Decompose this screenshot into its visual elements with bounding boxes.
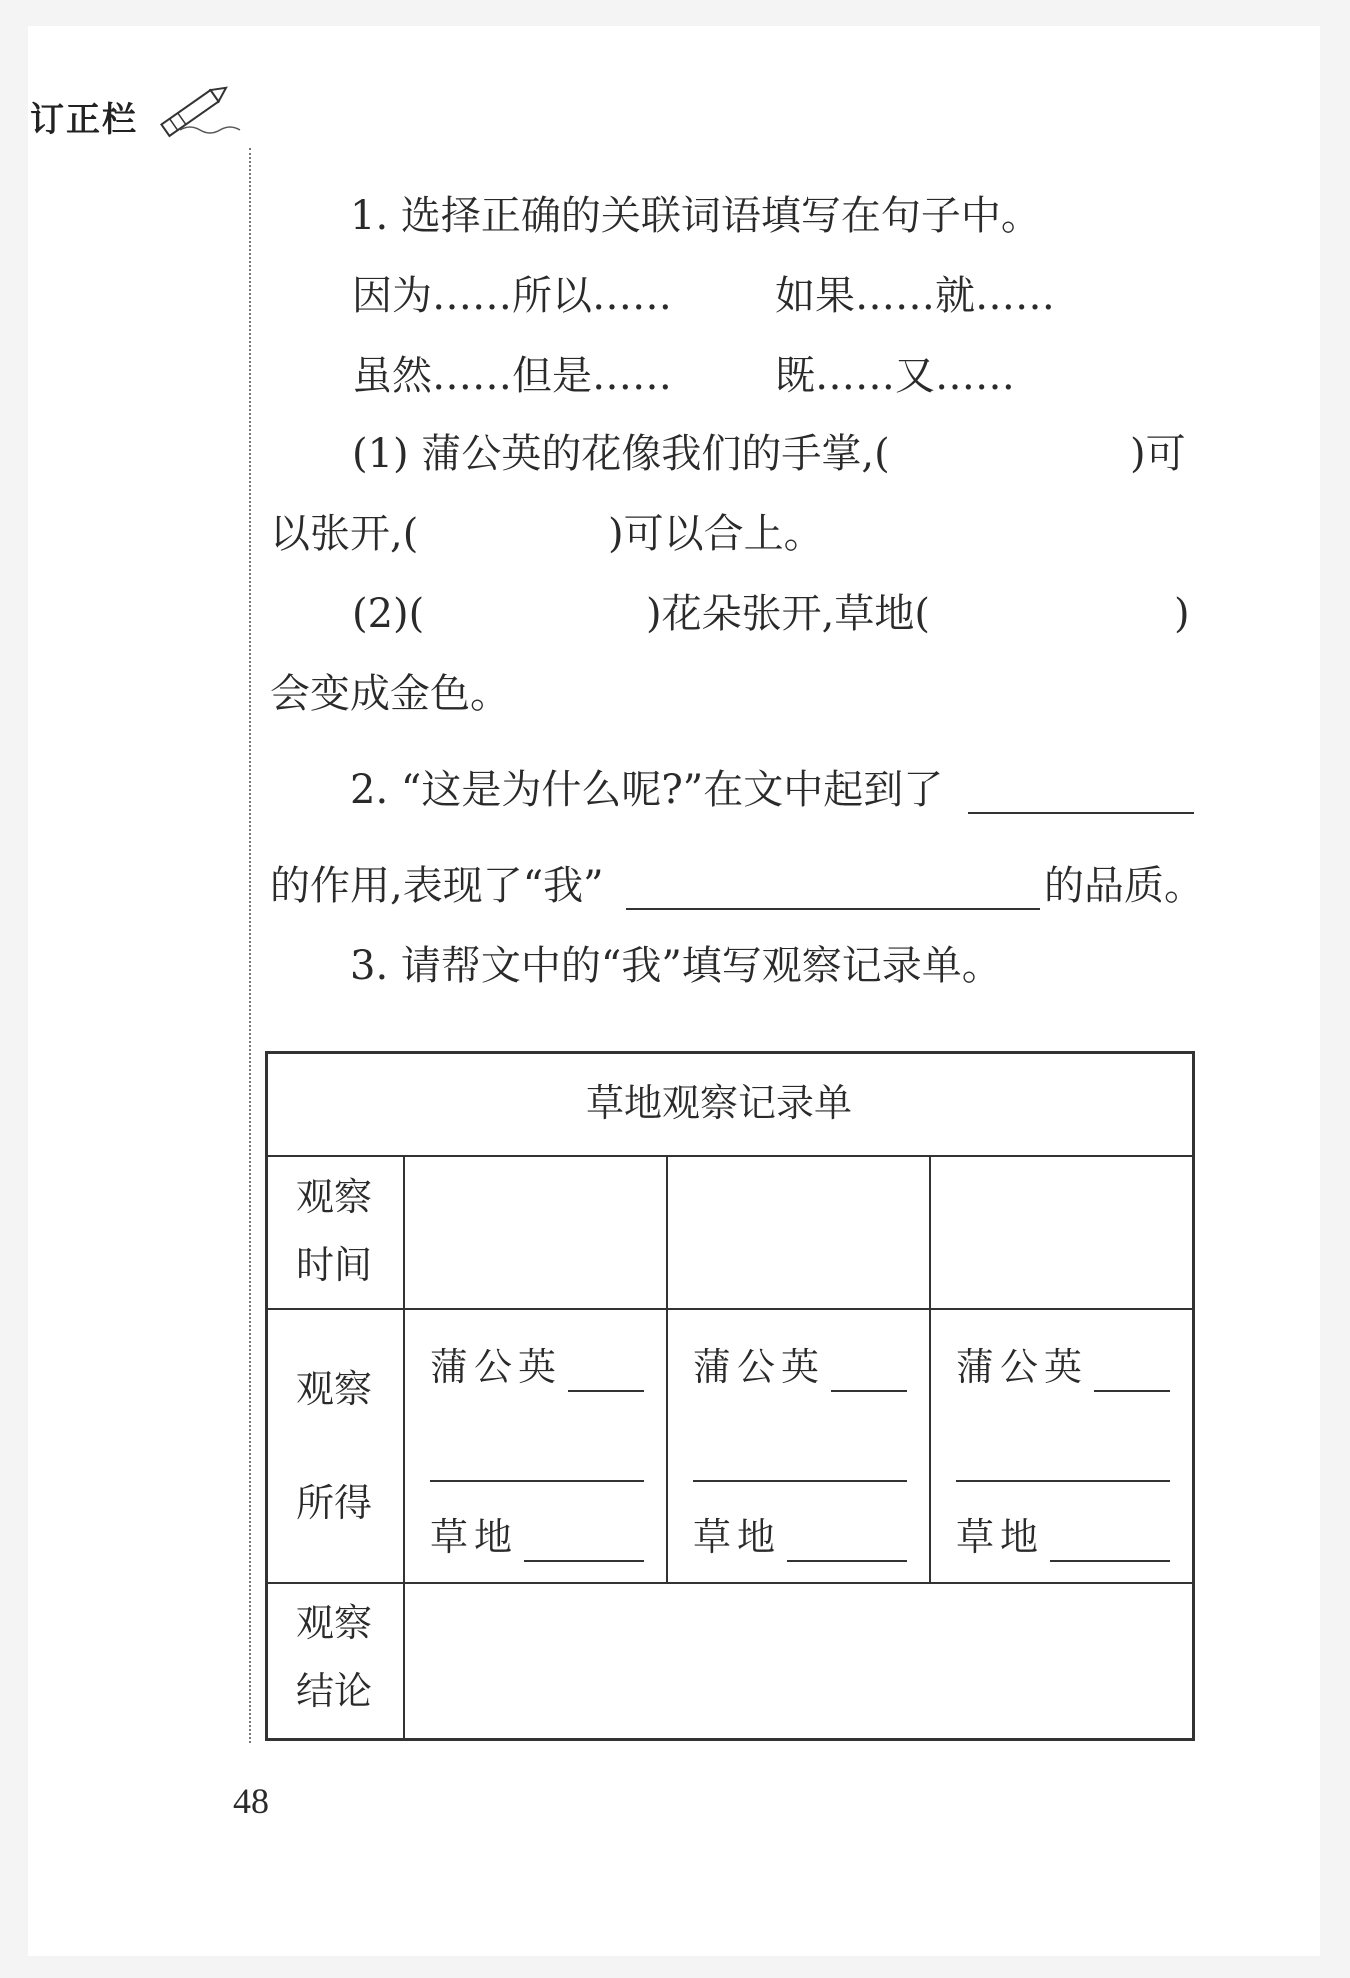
dandelion-blank[interactable] [831, 1390, 907, 1392]
row-label-time-line2: 时间 [296, 1243, 373, 1287]
row-label-results-line2: 所得 [296, 1481, 373, 1525]
table-title: 草地观察记录单 [586, 1081, 853, 1125]
page-number: 48 [233, 1781, 269, 1821]
pencil-icon [150, 78, 250, 138]
row-label-time-line1: 观察 [296, 1175, 373, 1219]
grass-blank[interactable] [787, 1560, 907, 1562]
q1-sentence2-part3: ) [1174, 591, 1190, 637]
q1-sentence2-part4: 会变成金色。 [270, 671, 510, 717]
dandelion-blank-line2[interactable] [693, 1480, 907, 1482]
q1-sentence1-part3: 以张开,( [270, 511, 419, 557]
q1-option-4: 既……又…… [775, 353, 1015, 399]
q2-part3: 的品质。 [1044, 863, 1204, 909]
dandelion-blank[interactable] [1094, 1390, 1170, 1392]
dandelion-label: 蒲公英 [693, 1345, 826, 1389]
q2-part1: 2. “这是为什么呢?”在文中起到了 [350, 767, 944, 813]
q1-sentence1-part1: (1) 蒲公英的花像我们的手掌,( [352, 431, 890, 477]
grass-label: 草地 [956, 1515, 1045, 1559]
correction-column-title: 订正栏 [30, 100, 138, 140]
conclusion-cell[interactable] [408, 1587, 1188, 1735]
time-cell-1[interactable] [408, 1160, 662, 1304]
q1-sentence2-part2: )花朵张开,草地( [646, 591, 930, 637]
time-cell-2[interactable] [671, 1160, 925, 1304]
q2-blank-1[interactable] [968, 812, 1194, 814]
q1-prompt: 1. 选择正确的关联词语填写在句子中。 [350, 193, 1041, 239]
table-divider [929, 1155, 931, 1582]
grass-label: 草地 [693, 1515, 782, 1559]
dandelion-blank-line2[interactable] [956, 1480, 1170, 1482]
q3-prompt: 3. 请帮文中的“我”填写观察记录单。 [350, 943, 1002, 989]
row-label-conclusion-line2: 结论 [296, 1669, 373, 1713]
row-label-results-line1: 观察 [296, 1367, 373, 1411]
table-divider [268, 1308, 1192, 1310]
grass-blank[interactable] [524, 1560, 644, 1562]
q2-blank-2[interactable] [626, 908, 1040, 910]
table-divider [268, 1155, 1192, 1157]
q1-option-2: 如果……就…… [775, 273, 1055, 319]
table-divider [666, 1155, 668, 1582]
observation-record-table [265, 1051, 1195, 1741]
q1-option-3: 虽然……但是…… [352, 353, 672, 399]
dandelion-label: 蒲公英 [956, 1345, 1089, 1389]
table-divider [403, 1155, 405, 1738]
table-divider [268, 1582, 1192, 1584]
dandelion-label: 蒲公英 [430, 1345, 563, 1389]
q1-option-1: 因为……所以…… [352, 273, 672, 319]
q1-sentence1-part4: )可以合上。 [608, 511, 824, 557]
q1-sentence2-part1: (2)( [352, 591, 425, 637]
grass-blank[interactable] [1050, 1560, 1170, 1562]
time-cell-3[interactable] [934, 1160, 1188, 1304]
margin-divider [249, 148, 251, 1743]
grass-label: 草地 [430, 1515, 519, 1559]
dandelion-blank[interactable] [568, 1390, 644, 1392]
q1-sentence1-part2: )可 [1130, 431, 1186, 477]
q2-part2: 的作用,表现了“我” [270, 863, 604, 909]
row-label-conclusion-line1: 观察 [296, 1601, 373, 1645]
dandelion-blank-line2[interactable] [430, 1480, 644, 1482]
